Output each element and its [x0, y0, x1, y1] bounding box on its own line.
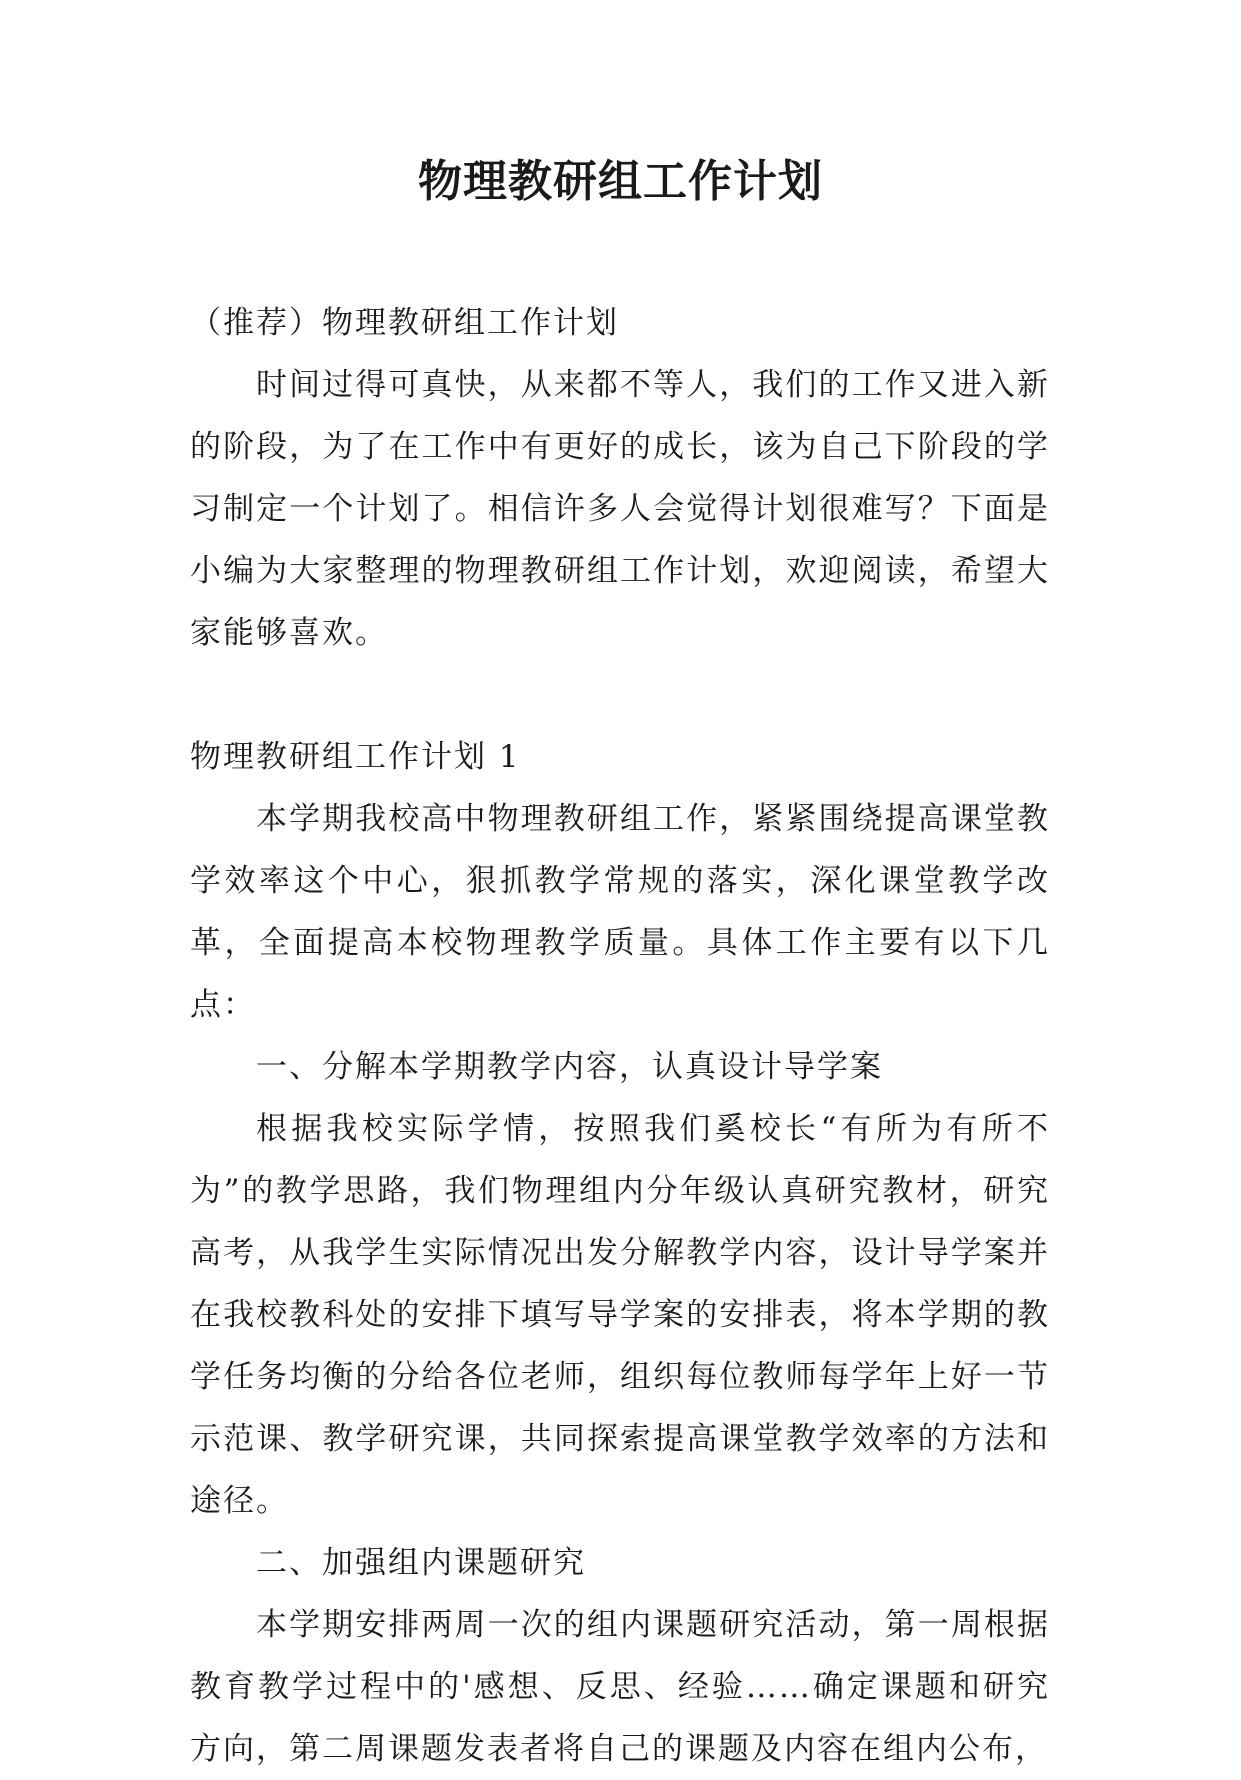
document-subtitle: （推荐）物理教研组工作计划 [190, 305, 619, 341]
item-heading-2: 二、加强组内课题研究 [256, 1545, 586, 1581]
intro-paragraph: 时间过得可真快，从来都不等人，我们的工作又进入新的阶段，为了在工作中有更好的成长，该为自己下阶段的学习制定一个计划了。相信许多人会觉得计划很难写？下面是小编为大家整理的物理教研组工作计划，欢迎阅读，希望大家能够喜欢。 [190, 367, 1050, 651]
document-title: 物理教研组工作计划 [418, 156, 823, 207]
section-heading: 物理教研组工作计划 1 [190, 739, 521, 775]
item-paragraph-2: 本学期安排两周一次的组内课题研究活动，第一周根据教育教学过程中的'感想、反思、经验……确定课题和研究方向，第二周课题发表者将自己的课题及内容在组内公布， [190, 1607, 1050, 1767]
item-heading-1: 一、分解本学期教学内容，认真设计导学案 [256, 1049, 883, 1085]
document-body [190, 292, 1050, 1780]
paragraph-gap [190, 664, 1050, 726]
item-paragraph-1: 根据我校实际学情，按照我们奚校长“有所为有所不为”的教学思路，我们物理组内分年级认真研究教材，研究高考，从我学生实际情况出发分解教学内容，设计导学案并在我校教科处的安排下填写导学案的安排表，将本学期的教学任务均衡的分给各位老师，组织每位教师每学年上好一节示范课、教学研究课，共同探索提高课堂教学效率的方法和途径。 [190, 1111, 1050, 1519]
section-paragraph: 本学期我校高中物理教研组工作，紧紧围绕提高课堂教学效率这个中心，狠抓教学常规的落实，深化课堂教学改革，全面提高本校物理教学质量。具体工作主要有以下几点： [190, 801, 1050, 1023]
